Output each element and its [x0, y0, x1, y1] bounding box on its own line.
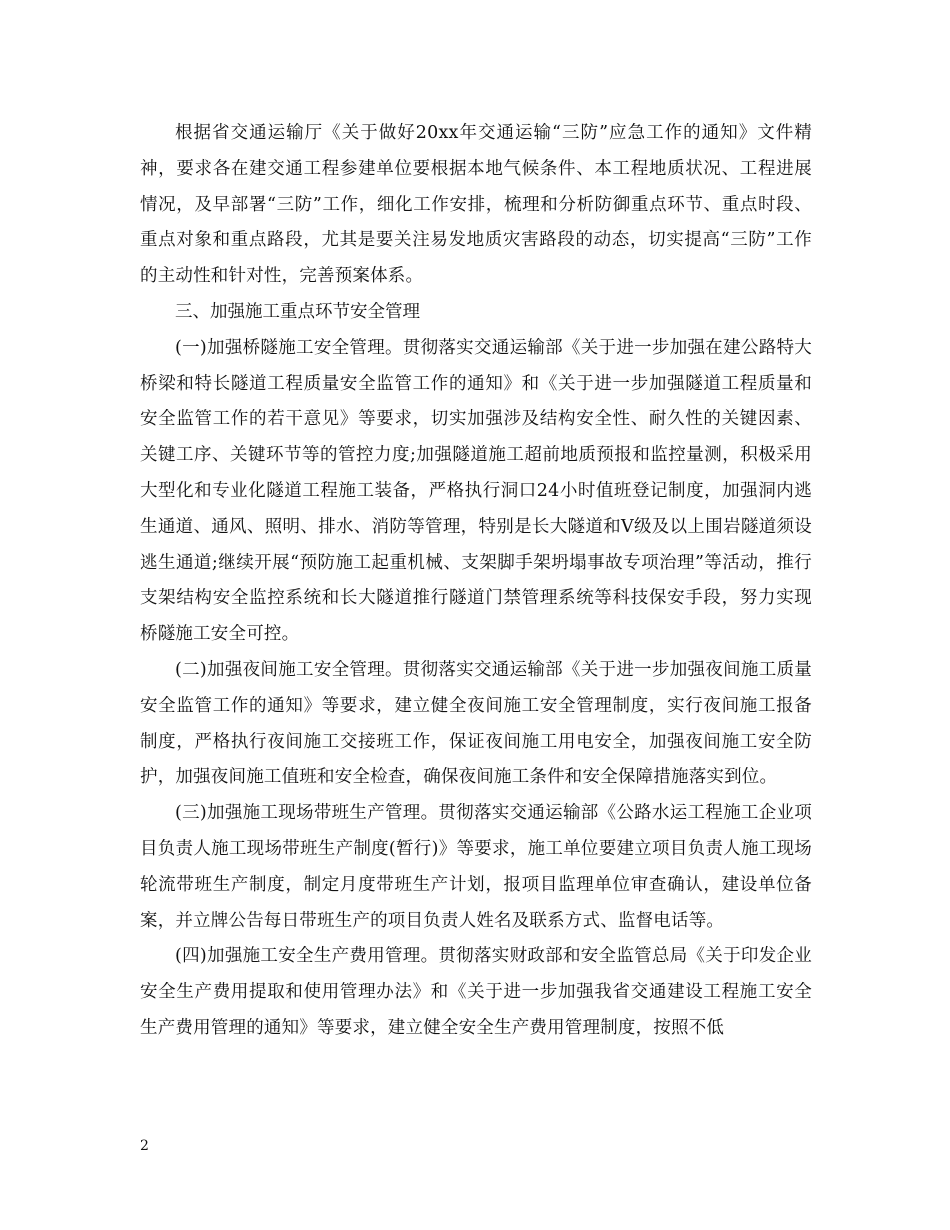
paragraph-night-construction: (二)加强夜间施工安全管理。贯彻落实交通运输部《关于进一步加强夜间施工质量安全监管工作的通知》等要求，建立健全夜间施工安全管理制度，实行夜间施工报备制度，严格执行夜间施工交接班工作，保证夜间施工用电安全，加强夜间施工安全防护，加强夜间施工值班和安全检查，确保夜间施工条件和安全保障措施落实到位。 — [140, 659, 812, 788]
document-body — [140, 116, 812, 1047]
paragraph-intro: 根据省交通运输厅《关于做好20xx年交通运输“三防”应急工作的通知》文件精神，要求各在建交通工程参建单位要根据本地气候条件、本工程地质状况、工程进展情况，及早部署“三防”工作，细化工作安排，梳理和分析防御重点环节、重点时段、重点对象和重点路段，尤其是要关注易发地质灾害路段的动态，切实提高“三防”工作的主动性和针对性，完善预案体系。 — [140, 123, 812, 287]
paragraph-on-site-shift: (三)加强施工现场带班生产管理。贯彻落实交通运输部《公路水运工程施工企业项目负责人施工现场带班生产制度(暂行)》等要求，施工单位要建立项目负责人施工现场轮流带班生产制度，制定月度带班生产计划，报项目监理单位审查确认，建设单位备案，并立牌公告每日带班生产的项目负责人姓名及联系方式、监督电话等。 — [140, 803, 812, 931]
section-heading: 三、加强施工重点环节安全管理 — [175, 301, 420, 322]
paragraph-bridge-tunnel: (一)加强桥隧施工安全管理。贯彻落实交通运输部《关于进一步加强在建公路特大桥梁和特长隧道工程质量安全监管工作的通知》和《关于进一步加强隧道工程质量和安全监管工作的若干意见》等要求，切实加强涉及结构安全性、耐久性的关键因素、关键工序、关键环节等的管控力度;加强隧道施工超前地质预报和监控量测，积极采用大型化和专业化隧道工程施工装备，严格执行洞口24小时值班登记制度，加强洞内逃生通道、通风、照明、排水、消防等管理，特别是长大隧道和V级及以上围岩隧道须设逃生通道;继续开展“预防施工起重机械、支架脚手架坍塌事故专项治理”等活动，推行支架结构安全监控系统和长大隧道推行隧道门禁管理系统等科技保安手段，努力实现桥隧施工安全可控。 — [140, 337, 812, 645]
paragraph-safety-cost: (四)加强施工安全生产费用管理。贯彻落实财政部和安全监管总局《关于印发企业安全生产费用提取和使用管理办法》和《关于进一步加强我省交通建设工程施工安全生产费用管理的通知》等要求，建立健全安全生产费用管理制度，按照不低 — [140, 946, 812, 1038]
page-number: 2 — [140, 1138, 149, 1154]
